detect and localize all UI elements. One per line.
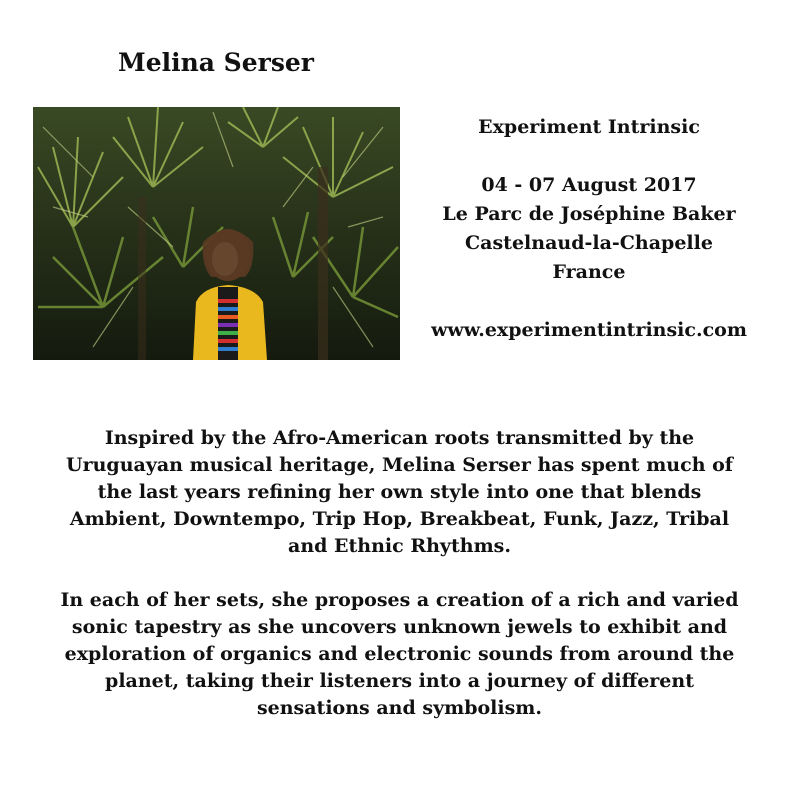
- event-title: Experiment Intrinsic: [478, 116, 700, 138]
- event-country: France: [552, 261, 626, 283]
- artist-photo: [33, 107, 400, 360]
- bio-paragraph-2: In each of her sets, she proposes a creation of a rich and varied sonic tapestry as she uncovers unknown jewels to exhibit and exploration of organics and electronic sounds from around the planet, taking their listeners into a journey of different sensations and symbolism.: [60, 589, 739, 719]
- spacer: [408, 142, 770, 171]
- event-venue: Le Parc de Joséphine Baker: [442, 203, 736, 225]
- event-town: Castelnaud-la-Chapelle: [465, 232, 713, 254]
- artist-name: Melina Serser: [118, 48, 314, 77]
- event-dates: 04 - 07 August 2017: [481, 174, 697, 196]
- event-website[interactable]: www.experimentintrinsic.com: [431, 319, 747, 341]
- bio-paragraph-1: Inspired by the Afro-American roots transmitted by the Uruguayan musical heritage, Melina Serser has spent much of the last years refining her own style into one that blends Ambient, Downtempo, Trip Hop, Breakbeat, Funk, Jazz, Tribal and Ethnic Rhythms.: [66, 427, 733, 557]
- event-info: [408, 113, 770, 345]
- spacer: [408, 287, 770, 316]
- artist-bio: [60, 425, 739, 722]
